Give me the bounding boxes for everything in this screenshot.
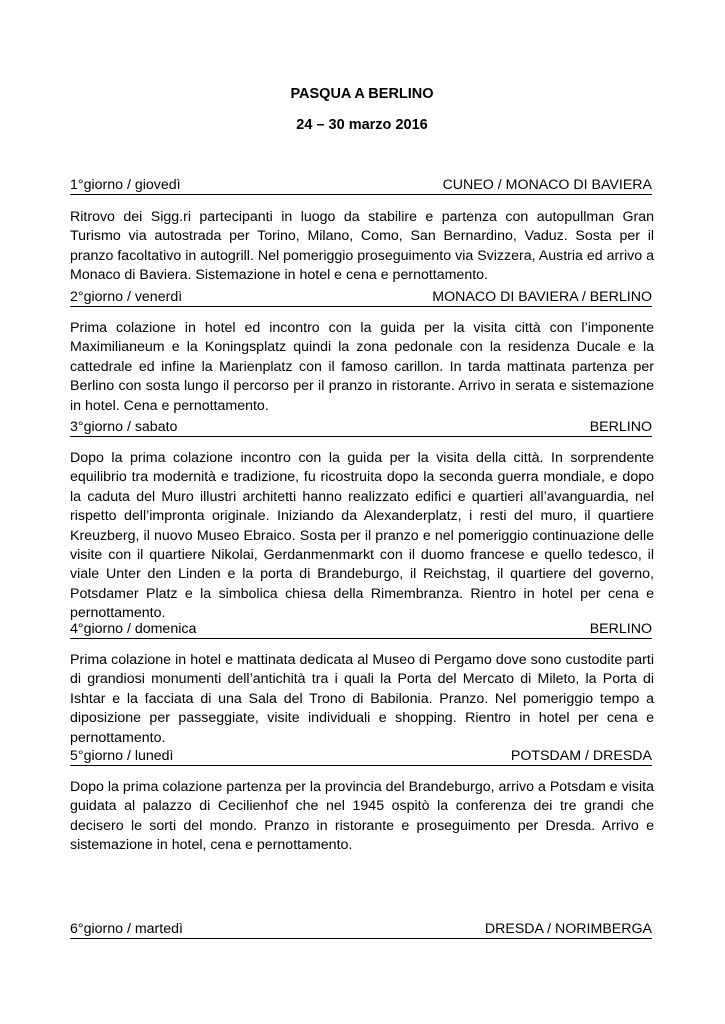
day-route: DRESDA / NORIMBERGA	[484, 921, 652, 937]
document-title: PASQUA A BERLINO	[290, 86, 434, 102]
day-header	[70, 419, 652, 437]
day-description: Prima colazione in hotel e mattinata dedicata al Museo di Pergamo dove sono custodite parti di grandiosi monumenti dell’antichità tra i quali la Porta del Mercato di Mileto, la Porta di Ishtar e la facciata di una Sala del Trono di Babilonia. Pranzo. Nel pomeriggio tempo a diposizione per passeggiate, visite individuali e shopping. Rientro in hotel per cena e pernottamento.	[70, 652, 654, 746]
day-description: Dopo la prima colazione incontro con la guida per la visita della città. In sorprendente equilibrio tra modernità e tradizione, fu ricostruita dopo la seconda guerra mondiale, e dopo la caduta del Muro illustri architetti hanno realizzato edifici e quartieri all’avanguardia, nel rispetto dell’impronta originale. Iniziando da Alexanderplatz, i resti del muro, il quartiere Kreuzberg, il nuovo Museo Ebraico. Sosta per il pranzo e nel pomeriggio continuazione delle visite con il quartiere Nikolai, Gerdanmenmarkt con il duomo francese e quello tedesco, il viale Unter den Linden e la porta di Brandeburgo, il Reichstag, il quartiere del governo, Potsdamer Platz e la simbolica chiesa della Rimembranza. Rientro in hotel per cena e pernottamento.	[70, 450, 654, 622]
day-label: 4°giorno / domenica	[70, 621, 197, 637]
day-description: Prima colazione in hotel ed incontro con la guida per la visita città con l’imponente Maximilianeum e la Koningsplatz quindi la zona pedonale con la residenza Ducale e la cattedrale ed infine la Marienplatz con il famoso carillon. In tarda mattinata partenza per Berlino con sosta lungo il percorso per il pranzo in ristorante. Arrivo in serata e sistemazione in hotel. Cena e pernottamento.	[70, 320, 654, 414]
day-label: 3°giorno / sabato	[70, 419, 178, 435]
day-route: BERLINO	[589, 621, 652, 637]
day-route: POTSDAM / DRESDA	[510, 748, 652, 764]
day-header	[70, 177, 652, 195]
day-description: Dopo la prima colazione partenza per la provincia del Brandeburgo, arrivo a Potsdam e visita guidata al palazzo di Cecilienhof che nel 1945 ospitò la conferenza dei tre grandi che decisero le sorti del mondo. Pranzo in ristorante e proseguimento per Dresda. Arrivo e sistemazione in hotel, cena e pernottamento.	[70, 779, 654, 854]
day-label: 2°giorno / venerdì	[70, 289, 183, 305]
day-description: Ritrovo dei Sigg.ri partecipanti in luogo da stabilire e partenza con autopullman Gran Turismo via autostrada per Torino, Milano, Como, San Bernardino, Vaduz. Sosta per il pranzo facoltativo in autogrill. Nel pomeriggio proseguimento via Svizzera, Austria ed arrivo a Monaco di Baviera. Sistemazione in hotel e cena e pernottamento.	[70, 209, 654, 284]
document-dates: 24 – 30 marzo 2016	[296, 117, 428, 133]
day-header	[70, 621, 652, 639]
day-route: CUNEO / MONACO DI BAVIERA	[442, 177, 652, 193]
day-label: 1°giorno / giovedì	[70, 177, 181, 193]
day-header	[70, 921, 652, 939]
day-header	[70, 748, 652, 766]
day-label: 5°giorno / lunedì	[70, 748, 174, 764]
day-route: MONACO DI BAVIERA / BERLINO	[432, 289, 652, 305]
day-header	[70, 289, 652, 307]
day-route: BERLINO	[589, 419, 652, 435]
day-label: 6°giorno / martedì	[70, 921, 183, 937]
